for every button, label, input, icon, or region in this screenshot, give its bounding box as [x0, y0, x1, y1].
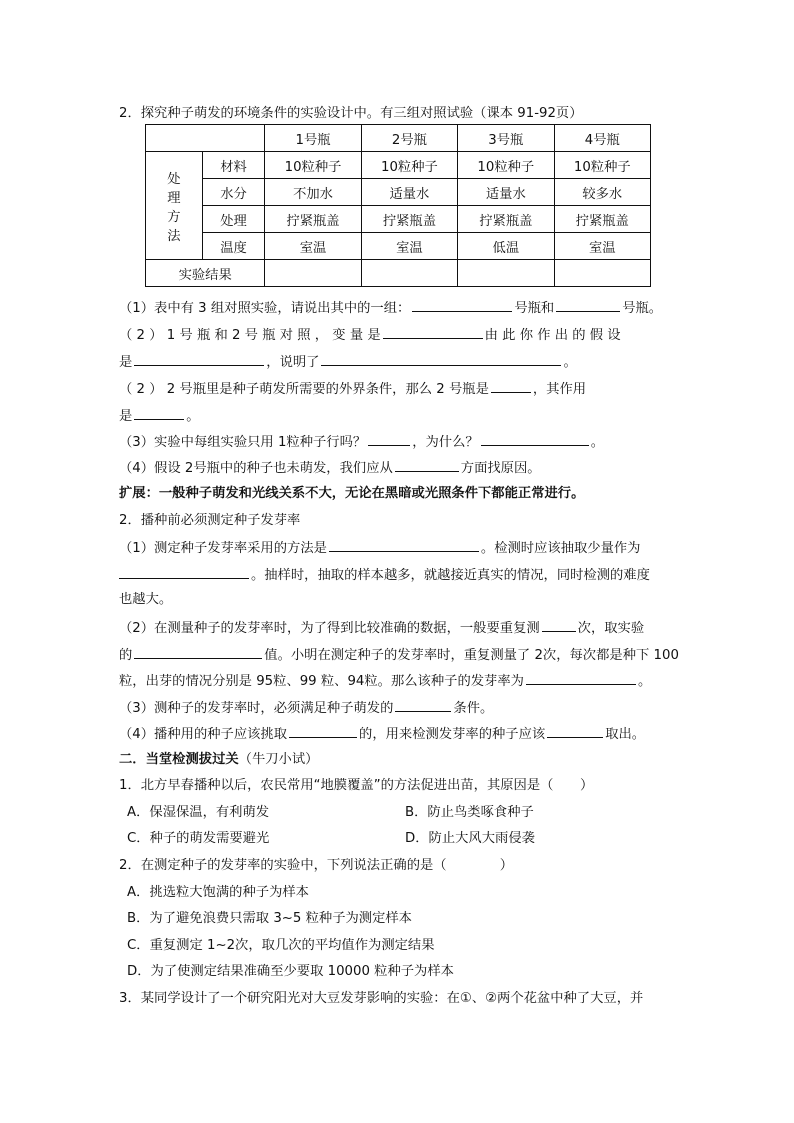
table-cell: 较多水	[554, 179, 650, 206]
answer-blank[interactable]	[368, 431, 410, 446]
answer-blank[interactable]	[383, 324, 483, 339]
answer-blank[interactable]	[556, 297, 620, 312]
row-label-temperature: 温度	[202, 233, 265, 260]
table-cell: 拧紧瓶盖	[458, 206, 554, 233]
section-2-title: 2．播种前必须测定种子发芽率	[119, 513, 301, 528]
mc1-option-c[interactable]: C．种子的萌发需要避光	[127, 831, 270, 846]
mc-question-1: 1．北方早春播种以后，农民常用“地膜覆盖”的方法促进出苗，其原因是（ ）	[119, 778, 594, 793]
table-cell: 10粒种子	[265, 152, 361, 179]
section-2-q4: （4）播种用的种子应该挑取 的，用来检测发芽率的种子应该 取出。	[119, 723, 675, 745]
section-2-q2-line-2: 的 值。小明在测定种子的发芽率时，重复测量了 2次，每次都是种下 100	[119, 644, 675, 666]
table-cell: 低温	[458, 233, 554, 260]
table-cell: 适量水	[458, 179, 554, 206]
mc-question-2: 2．在测定种子的发芽率的实验中，下列说法正确的是（ ）	[119, 858, 514, 873]
section-2-q3: （3）测种子的发芽率时，必须满足种子萌发的 条件。	[119, 697, 675, 719]
header-bottle-1: 1号瓶	[265, 125, 361, 152]
mc-question-3: 3．某同学设计了一个研究阳光对大豆发芽影响的实验：在①、②两个花盆中种了大豆，并	[119, 991, 644, 1006]
mc2-option-a[interactable]: A．挑选粒大饱满的种子为样本	[127, 885, 309, 900]
mc2-option-d[interactable]: D．为了使测定结果准确至少要取 10000 粒种子为样本	[127, 964, 454, 979]
table-cell: 室温	[361, 233, 457, 260]
table-cell: 10粒种子	[361, 152, 457, 179]
answer-blank[interactable]	[119, 564, 249, 579]
row-label-treatment: 处理	[202, 206, 265, 233]
question-2-title: 2．探究种子萌发的环境条件的实验设计中。有三组对照试验（课本 91-92页）	[119, 106, 583, 121]
question-3: （3）实验中每组实验只用 1粒种子行吗？ ，为什么？ 。	[119, 431, 675, 453]
table-cell: 室温	[554, 233, 650, 260]
answer-blank[interactable]	[321, 351, 561, 366]
header-bottle-3: 3号瓶	[458, 125, 554, 152]
result-cell	[554, 260, 650, 287]
question-2b-line-1: （ 2 ） 2 号瓶里是种子萌发所需要的外界条件，那么 2 号瓶是 ，其作用	[119, 378, 675, 400]
answer-blank[interactable]	[526, 670, 636, 685]
section-2-q2-line-3: 粒，出芽的情况分别是 95粒、99 粒、94粒。那么该种子的发芽率为 。	[119, 670, 675, 692]
section-2-q1-line-1: （1）测定种子发芽率采用的方法是 。检测时应该抽取少量作为	[119, 537, 675, 559]
answer-blank[interactable]	[481, 431, 589, 446]
extension-note: 扩展：一般种子萌发和光线关系不大，无论在黑暗或光照条件下都能正常进行。	[119, 486, 585, 501]
question-2a-line-1: （ 2 ） 1 号 瓶 和 2 号 瓶 对 照 ， 变 量 是 由 此 你 作 出 的 假 设	[119, 324, 675, 346]
table-cell: 10粒种子	[458, 152, 554, 179]
section-2-q1-line-3: 也越大。	[119, 592, 173, 607]
row-label-result: 实验结果	[146, 260, 265, 287]
mc1-option-d[interactable]: D．防止大风大雨侵袭	[405, 831, 535, 846]
answer-blank[interactable]	[395, 697, 451, 712]
section-heading-2: 二．当堂检测拔过关（牛刀小试）	[119, 752, 319, 767]
header-bottle-4: 4号瓶	[554, 125, 650, 152]
answer-blank[interactable]	[329, 537, 479, 552]
table-cell: 拧紧瓶盖	[554, 206, 650, 233]
table-cell: 拧紧瓶盖	[361, 206, 457, 233]
table-cell: 10粒种子	[554, 152, 650, 179]
experiment-table	[145, 124, 651, 287]
answer-blank[interactable]	[412, 297, 512, 312]
table-cell: 室温	[265, 233, 361, 260]
answer-blank[interactable]	[134, 405, 184, 420]
question-2a-line-2: 是 ，说明了 。	[119, 351, 675, 373]
header-bottle-2: 2号瓶	[361, 125, 457, 152]
mc2-option-b[interactable]: B．为了避免浪费只需取 3~5 粒种子为测定样本	[127, 911, 412, 926]
mc1-option-b[interactable]: B．防止鸟类啄食种子	[405, 805, 534, 820]
table-cell: 不加水	[265, 179, 361, 206]
answer-blank[interactable]	[289, 723, 357, 738]
mc2-option-c[interactable]: C．重复测定 1~2次，取几次的平均值作为测定结果	[127, 938, 435, 953]
mc1-option-a[interactable]: A．保湿保温，有利萌发	[127, 805, 270, 820]
result-cell	[361, 260, 457, 287]
answer-blank[interactable]	[134, 351, 264, 366]
answer-blank[interactable]	[491, 378, 531, 393]
question-1: （1）表中有 3 组对照实验，请说出其中的一组： 号瓶和 号瓶。	[119, 297, 675, 319]
section-2-q2-line-1: （2）在测量种子的发芽率时，为了得到比较准确的数据，一般要重复测 次，取实验	[119, 617, 675, 639]
treatment-method-label: 处 理 方 法	[146, 152, 203, 260]
row-label-water: 水分	[202, 179, 265, 206]
answer-blank[interactable]	[542, 617, 576, 632]
table-cell: 拧紧瓶盖	[265, 206, 361, 233]
row-label-material: 材料	[202, 152, 265, 179]
answer-blank[interactable]	[134, 644, 262, 659]
section-2-q1-line-2: 。抽样时，抽取的样本越多，就越接近真实的情况，同时检测的难度	[119, 564, 675, 586]
result-cell	[265, 260, 361, 287]
table-cell: 适量水	[361, 179, 457, 206]
answer-blank[interactable]	[395, 457, 459, 472]
question-4: （4）假设 2号瓶中的种子也未萌发，我们应从 方面找原因。	[119, 457, 675, 479]
result-cell	[458, 260, 554, 287]
question-2b-line-2: 是 。	[119, 405, 675, 427]
answer-blank[interactable]	[547, 723, 603, 738]
